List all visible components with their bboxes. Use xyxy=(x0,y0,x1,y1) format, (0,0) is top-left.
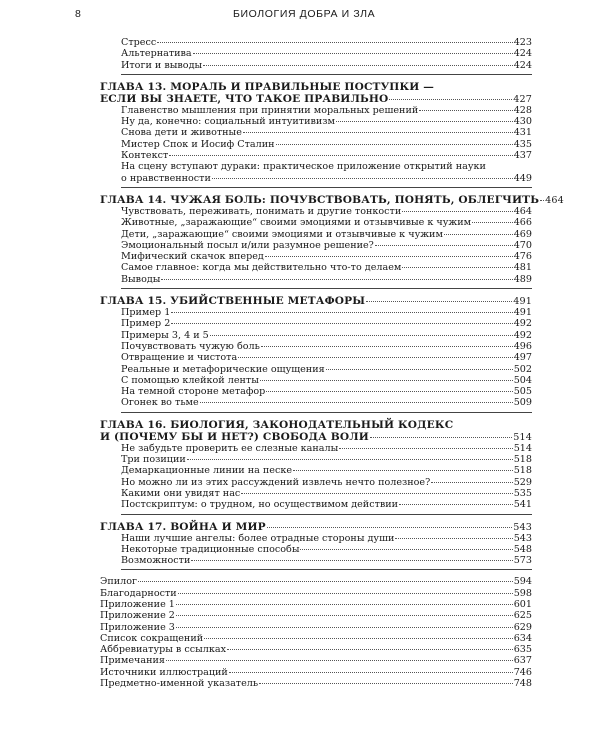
dot-leader xyxy=(402,267,512,268)
toc-entry-title: Животные, „заражающие“ своими эмоциями и отзывчивые к чужим xyxy=(121,217,472,229)
toc-entry-title: Приложение 2 xyxy=(100,610,175,622)
toc-page-number: 505 xyxy=(513,386,532,398)
toc-entry-title: На темной стороне метафор xyxy=(121,386,266,398)
chapter-heading-line-2[interactable] xyxy=(100,93,532,105)
toc-entry-title: Список сокращений xyxy=(100,632,204,644)
dot-leader xyxy=(243,132,513,133)
toc-entry-title: ГЛАВА 14. ЧУЖАЯ БОЛЬ: ПОЧУВСТВОВАТЬ, ПОНЯТЬ, ОБЛЕГЧИТЬ xyxy=(100,193,540,206)
chapter-heading[interactable] xyxy=(100,193,564,206)
toc-page-number: 496 xyxy=(513,340,532,352)
toc-section-entry[interactable] xyxy=(100,229,532,240)
toc-page-number: 541 xyxy=(513,499,532,511)
toc-section-entry[interactable] xyxy=(100,544,532,555)
dot-leader xyxy=(259,683,513,684)
dot-leader xyxy=(171,323,512,324)
toc-entry-title: ГЛАВА 17. ВОЙНА И МИР xyxy=(100,520,266,533)
toc-page-number: 748 xyxy=(513,678,532,690)
back-matter-entry[interactable] xyxy=(100,678,532,689)
dot-leader xyxy=(375,245,513,246)
dot-leader xyxy=(157,42,512,43)
toc-section-entry[interactable] xyxy=(100,60,532,71)
toc-page-number: 435 xyxy=(513,138,532,150)
toc-page-number: 469 xyxy=(513,228,532,240)
back-matter-entry[interactable] xyxy=(100,633,532,644)
toc-entry-title: Огонек во тьме xyxy=(121,397,199,409)
chapter-block xyxy=(100,193,564,289)
toc-entry-title: Отвращение и чистота xyxy=(121,352,238,364)
toc-page-number: 514 xyxy=(513,442,532,454)
toc-entry-title: ЕСЛИ ВЫ ЗНАЕТЕ, ЧТО ТАКОЕ ПРАВИЛЬНО xyxy=(100,92,389,105)
toc-page-number: 548 xyxy=(513,543,532,555)
dot-leader xyxy=(138,581,513,582)
toc-entry-title: Примеры 3, 4 и 5 xyxy=(121,329,209,341)
toc-section-entry[interactable] xyxy=(100,139,532,150)
toc-page-number: 601 xyxy=(513,598,532,610)
toc-section-entry[interactable] xyxy=(100,217,532,228)
toc-section-entry[interactable] xyxy=(100,364,532,375)
toc-section-entry[interactable]: На сцену вступают дураки: практическое приложение открытий науки xyxy=(121,161,486,173)
chapter-heading[interactable]: ГЛАВА 16. БИОЛОГИЯ, ЗАКОНОДАТЕЛЬНЫЙ КОДЕКС xyxy=(100,418,454,431)
toc-entry-title: Источники иллюстраций xyxy=(100,666,228,678)
chapter-block xyxy=(100,295,532,413)
dot-leader xyxy=(419,110,512,111)
toc-page-number: 509 xyxy=(513,397,532,409)
dot-leader xyxy=(241,493,512,494)
toc-page-number: 492 xyxy=(513,329,532,341)
toc-entry-title: И (ПОЧЕМУ БЫ И НЕТ?) СВОБОДА ВОЛИ xyxy=(100,430,369,443)
back-matter-entry[interactable] xyxy=(100,655,532,666)
chapter-block xyxy=(100,81,532,188)
dot-leader xyxy=(227,649,513,650)
toc-entry-title: Возможности xyxy=(121,555,191,567)
toc-section-entry[interactable] xyxy=(100,386,532,397)
toc-entry-title: Снова дети и животные xyxy=(121,127,242,139)
dot-leader xyxy=(187,459,513,460)
toc-section-entry[interactable] xyxy=(100,262,532,273)
toc-section-entry[interactable] xyxy=(100,330,532,341)
toc-entry-title: Мистер Спок и Иосиф Сталин xyxy=(121,138,275,150)
toc-page-number: 449 xyxy=(513,172,532,184)
toc-page-number: 598 xyxy=(513,587,532,599)
dot-leader xyxy=(169,155,512,156)
toc-page-number: 464 xyxy=(545,194,564,206)
chapter-block xyxy=(100,419,532,515)
toc-entry-title: Пример 1 xyxy=(121,307,171,319)
toc-entry-title: Пример 2 xyxy=(121,318,171,330)
toc-section-entry[interactable] xyxy=(100,127,532,138)
dot-leader xyxy=(336,121,513,122)
toc-page-number: 491 xyxy=(513,307,532,319)
dot-leader xyxy=(178,593,513,594)
toc-section-entry[interactable] xyxy=(100,341,532,352)
toc-entry-title: Некоторые традиционные способы xyxy=(121,543,300,555)
toc-section-entry[interactable] xyxy=(100,352,532,363)
toc-page-number: 497 xyxy=(513,352,532,364)
toc-entry-title: ГЛАВА 15. УБИЙСТВЕННЫЕ МЕТАФОРЫ xyxy=(100,295,366,308)
toc-page-number: 489 xyxy=(513,273,532,285)
toc-page-number: 635 xyxy=(513,644,532,656)
dot-leader xyxy=(212,178,513,179)
dot-leader xyxy=(261,346,513,347)
toc-section-entry[interactable] xyxy=(100,240,532,251)
toc-page-number: 543 xyxy=(513,532,532,544)
toc-entry-title: Реальные и метафорические ощущения xyxy=(121,363,325,375)
toc-section-entry[interactable] xyxy=(100,251,532,262)
toc-entry-title: о нравственности xyxy=(121,172,211,184)
dot-leader xyxy=(370,437,512,438)
toc-page-number: 428 xyxy=(513,104,532,116)
toc-entry-title: Главенство мышления при принятии моральных решений xyxy=(121,104,419,116)
toc-entry-title: Три позиции xyxy=(121,454,186,466)
dot-leader xyxy=(238,357,512,358)
toc-section-entry[interactable] xyxy=(100,488,532,499)
toc-page-number: 504 xyxy=(513,374,532,386)
toc-section-entry[interactable] xyxy=(100,533,532,544)
chapter-heading-line-2[interactable] xyxy=(100,431,532,443)
toc-section-entry[interactable] xyxy=(100,555,532,566)
dot-leader xyxy=(293,470,513,471)
toc-entry-title: Эмоциональный посыл и/или разумное решение? xyxy=(121,239,374,251)
toc-entry-title: Стресс xyxy=(121,37,157,48)
toc-page-number: 746 xyxy=(513,666,532,678)
page-header xyxy=(75,8,545,24)
toc-page-number: 466 xyxy=(513,217,532,229)
divider xyxy=(121,569,532,570)
back-matter-entry[interactable] xyxy=(100,599,532,610)
toc-page-number: 518 xyxy=(513,465,532,477)
toc-section-entry[interactable] xyxy=(100,375,532,386)
dot-leader xyxy=(203,65,513,66)
toc-page-number: 543 xyxy=(513,521,532,533)
toc-page-number: 518 xyxy=(513,454,532,466)
toc-entry-title: Благодарности xyxy=(100,587,177,599)
toc-section-entry[interactable] xyxy=(100,454,532,465)
toc-entry-title: Дети, „заражающие“ своими эмоциями и отзывчивые к чужим xyxy=(121,228,443,240)
toc-entry-title: Приложение 3 xyxy=(100,621,175,633)
dot-leader xyxy=(399,504,513,505)
toc-entry-title: Чувствовать, переживать, понимать и другие тонкости xyxy=(121,205,402,217)
toc-page-number: 464 xyxy=(513,205,532,217)
toc-section-entry[interactable] xyxy=(100,48,532,59)
toc-page-number: 629 xyxy=(513,621,532,633)
toc-page-number: 423 xyxy=(513,37,532,48)
toc-page-number: 514 xyxy=(513,431,532,443)
chapter-heading[interactable]: ГЛАВА 13. МОРАЛЬ И ПРАВИЛЬНЫЕ ПОСТУПКИ — xyxy=(100,80,434,93)
toc-page-number: 637 xyxy=(513,655,532,667)
toc-section-entry[interactable] xyxy=(100,397,532,408)
toc-page-number: 625 xyxy=(513,610,532,622)
toc-page-number: 529 xyxy=(513,476,532,488)
dot-leader xyxy=(267,527,512,528)
dot-leader xyxy=(176,604,513,605)
toc-page-number: 470 xyxy=(513,239,532,251)
back-matter-entry[interactable] xyxy=(100,644,532,655)
toc-section-entry[interactable] xyxy=(100,499,532,510)
dot-leader xyxy=(191,560,512,561)
dot-leader xyxy=(472,222,513,223)
back-matter-entry[interactable] xyxy=(100,610,532,621)
dot-leader xyxy=(210,335,513,336)
toc-entry-title: Не забудьте проверить ее слезные каналы xyxy=(121,442,339,454)
toc-entry-title: Итоги и выводы xyxy=(121,59,203,71)
chapter-heading[interactable] xyxy=(100,295,532,307)
back-matter-entry[interactable] xyxy=(100,576,532,587)
dot-leader xyxy=(395,538,512,539)
dot-leader xyxy=(265,256,513,257)
toc-page-number: 424 xyxy=(513,59,532,71)
back-matter-entry[interactable] xyxy=(100,667,532,678)
toc-entry-title: Наши лучшие ангелы: более отрадные стороны души xyxy=(121,532,395,544)
toc-page-number: 481 xyxy=(513,262,532,274)
toc-section-entry[interactable] xyxy=(100,465,532,476)
dot-leader xyxy=(540,200,544,201)
toc-page-number: 492 xyxy=(513,318,532,330)
toc-section-entry[interactable] xyxy=(100,477,532,488)
dot-leader xyxy=(176,615,513,616)
toc-section-entry[interactable] xyxy=(100,37,532,48)
toc-page-number: 476 xyxy=(513,251,532,263)
dot-leader xyxy=(229,672,513,673)
divider xyxy=(121,412,532,413)
toc-page-number: 491 xyxy=(513,296,532,308)
dot-leader xyxy=(166,660,513,661)
dot-leader xyxy=(431,482,512,483)
toc-page-number: 535 xyxy=(513,487,532,499)
dot-leader xyxy=(200,402,513,403)
toc-entry-title: Приложение 1 xyxy=(100,598,175,610)
dot-leader xyxy=(366,301,512,302)
dot-leader xyxy=(402,211,512,212)
toc-page-number: 431 xyxy=(513,127,532,139)
toc-entry-title: С помощью клейкой ленты xyxy=(121,374,259,386)
dot-leader xyxy=(176,627,513,628)
chapter-heading[interactable] xyxy=(100,521,532,533)
toc-entry-title: Примечания xyxy=(100,655,165,667)
toc-entry-title: Контекст xyxy=(121,150,169,162)
toc-section-entry[interactable] xyxy=(100,150,532,161)
toc-page-number: 634 xyxy=(513,632,532,644)
toc-entry-title: Предметно-именной указатель xyxy=(100,678,259,690)
toc-section-entry[interactable] xyxy=(100,318,532,329)
toc-section-entry[interactable] xyxy=(100,116,532,127)
dot-leader xyxy=(326,369,513,370)
back-matter xyxy=(100,576,532,689)
toc-entry-title: Постскриптум: о трудном, но осуществимом действии xyxy=(121,499,399,511)
toc-page-number: 424 xyxy=(513,48,532,60)
dot-leader xyxy=(389,99,512,100)
toc-entry-title: Какими они увидят нас xyxy=(121,487,241,499)
running-title: БИОЛОГИЯ ДОБРА И ЗЛА xyxy=(233,8,376,20)
toc-entry-title: Эпилог xyxy=(100,576,138,588)
toc-entry-title: Но можно ли из этих рассуждений извлечь нечто полезное? xyxy=(121,476,431,488)
toc-entry-title: Почувствовать чужую боль xyxy=(121,340,260,352)
dot-leader xyxy=(260,380,513,381)
divider xyxy=(121,187,532,188)
toc-section-entry[interactable] xyxy=(100,307,532,318)
page-number: 8 xyxy=(75,8,82,20)
dot-leader xyxy=(193,53,513,54)
dot-leader xyxy=(444,234,513,235)
toc-entry-title: Аббревиатуры в ссылках xyxy=(100,644,226,656)
toc-page-number: 573 xyxy=(513,555,532,567)
toc-page-number: 427 xyxy=(513,93,532,105)
divider xyxy=(121,74,532,75)
dot-leader xyxy=(276,144,513,145)
toc-entry-title: Демаркационные линии на песке xyxy=(121,465,293,477)
toc-section-entry[interactable] xyxy=(100,206,532,217)
divider xyxy=(121,514,532,515)
toc-section-entry[interactable] xyxy=(100,274,532,285)
dot-leader xyxy=(204,638,513,639)
dot-leader xyxy=(171,312,512,313)
toc-entry-title: Мифический скачок вперед xyxy=(121,251,264,263)
divider xyxy=(121,288,532,289)
toc-page-number: 430 xyxy=(513,116,532,128)
chapter-block xyxy=(100,521,532,571)
toc-section-entry[interactable] xyxy=(100,443,532,454)
back-matter-entry[interactable] xyxy=(100,622,532,633)
toc-entry-title: Выводы xyxy=(121,273,161,285)
toc-section-entry[interactable] xyxy=(100,105,532,116)
table-of-contents xyxy=(100,37,564,690)
dot-leader xyxy=(300,549,512,550)
toc-page-number: 437 xyxy=(513,150,532,162)
toc-entry-title: Альтернатива xyxy=(121,48,192,60)
toc-section-entry-continued[interactable] xyxy=(100,173,532,184)
dot-leader xyxy=(266,391,512,392)
toc-entry-title: Ну да, конечно: социальный интуитивизм xyxy=(121,116,335,128)
dot-leader xyxy=(161,279,512,280)
toc-page-number: 594 xyxy=(513,576,532,588)
dot-leader xyxy=(339,448,512,449)
back-matter-entry[interactable] xyxy=(100,588,532,599)
toc-entry-title: Самое главное: когда мы действительно что-то делаем xyxy=(121,262,402,274)
toc-page-number: 502 xyxy=(513,363,532,375)
